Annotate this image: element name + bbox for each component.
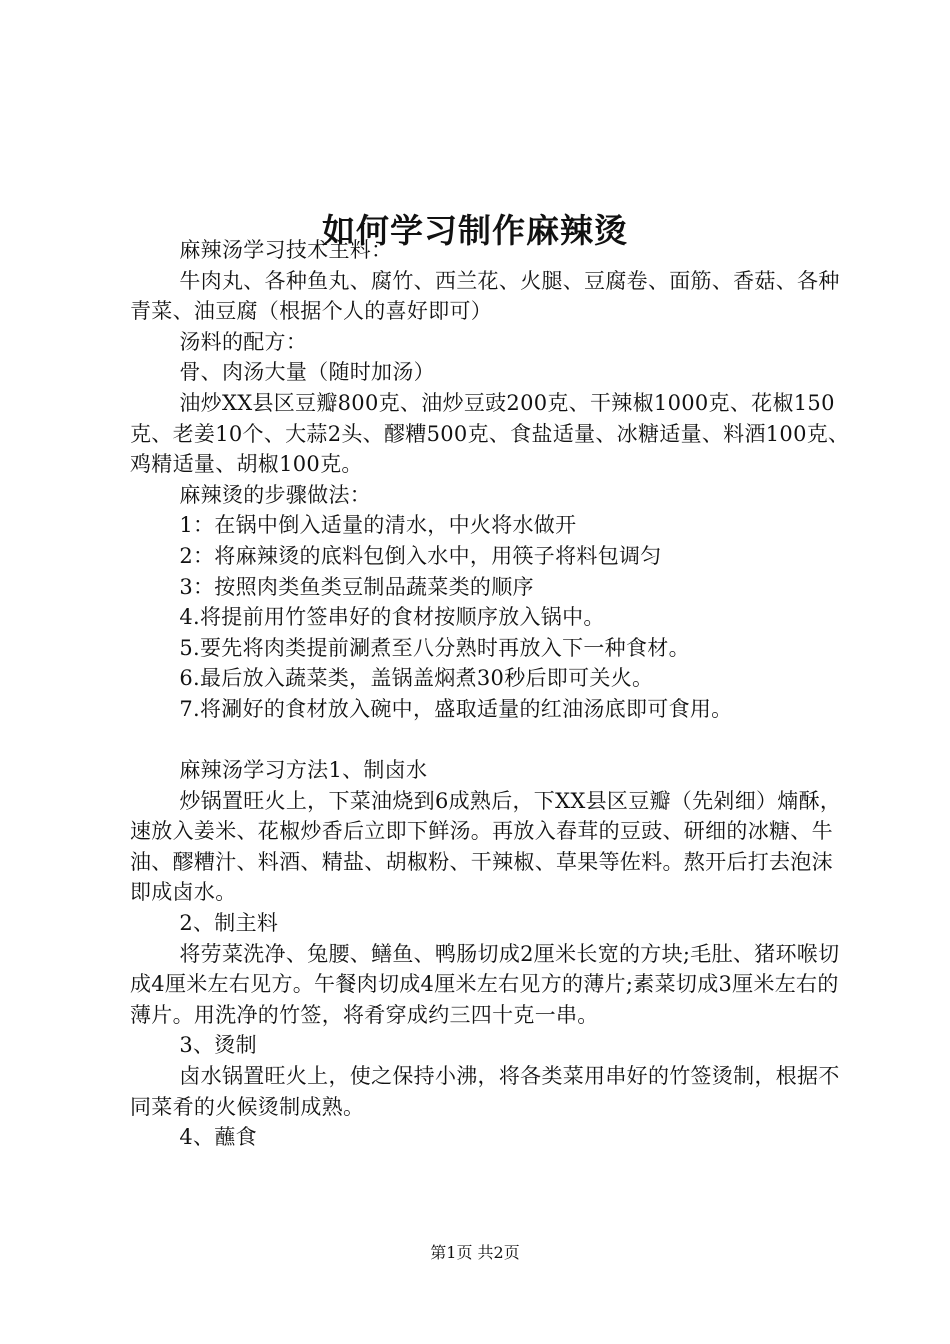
paragraph: 1：在锅中倒入适量的清水，中火将水做开 [179,513,577,538]
page-title: 如何学习制作麻辣烫 [322,211,628,251]
paragraph: 4.将提前用竹签串好的食材按顺序放入锅中。 [179,605,605,630]
paragraph: 麻辣烫的步骤做法： [179,482,372,507]
paragraph: 麻辣汤学习方法1、制卤水 [179,758,428,783]
blank-line [130,725,850,756]
paragraph: 4、蘸食 [179,1125,257,1150]
paragraph: 将劳菜洗净、兔腰、鳝鱼、鸭肠切成2厘米长宽的方块;毛肚、猪环喉切成4厘米左右见方。午餐肉切成4厘米左右见方的薄片;素菜切成3厘米左右的薄片。用洗净的竹签，将肴穿成约三四十克一串。 [130,941,840,1027]
paragraph: 6.最后放入蔬菜类，盖锅盖焖煮30秒后即可关火。 [179,666,654,691]
paragraph: 7.将涮好的食材放入碗中，盛取适量的红油汤底即可食用。 [179,696,733,721]
page-footer: 第1页 共2页 [430,1243,520,1262]
paragraph: 炒锅置旺火上，下菜油烧到6成熟后，下XX县区豆瓣（先剁细）煵酥，速放入姜米、花椒炒香后立即下鲜汤。再放入舂茸的豆豉、研细的冰糖、牛油、醪糟汁、料酒、精盐、胡椒粉、干辣椒、草果等佐料。熬开后打去泡沫即成卤水。 [130,788,842,905]
paragraph: 麻辣汤学习技术主料： [179,238,393,262]
paragraph: 5.要先将肉类提前涮煮至八分熟时再放入下一种食材。 [179,635,690,660]
paragraph: 油炒XX县区豆瓣800克、油炒豆豉200克、干辣椒1000克、花椒150克、老姜10个、大蒜2头、醪糟500克、食盐适量、冰糖适量、料酒100克、鸡精适量、胡椒100克。 [130,390,850,477]
paragraph: 卤水锅置旺火上，使之保持小沸，将各类菜用串好的竹签烫制，根据不同菜肴的火候烫制成熟。 [130,1064,840,1119]
paragraph: 3、烫制 [179,1033,257,1058]
paragraph: 汤料的配方： [179,329,308,354]
paragraph: 牛肉丸、各种鱼丸、腐竹、西兰花、火腿、豆腐卷、面筋、香菇、各种青菜、油豆腐（根据个人的喜好即可） [130,268,840,324]
paragraph: 3：按照肉类鱼类豆制品蔬菜类的顺序 [179,574,534,599]
paragraph: 骨、肉汤大量（随时加汤） [179,360,435,385]
paragraph: 2：将麻辣烫的底料包倒入水中，用筷子将料包调匀 [179,543,662,568]
paragraph: 2、制主料 [179,911,279,936]
body-text [130,235,850,1153]
